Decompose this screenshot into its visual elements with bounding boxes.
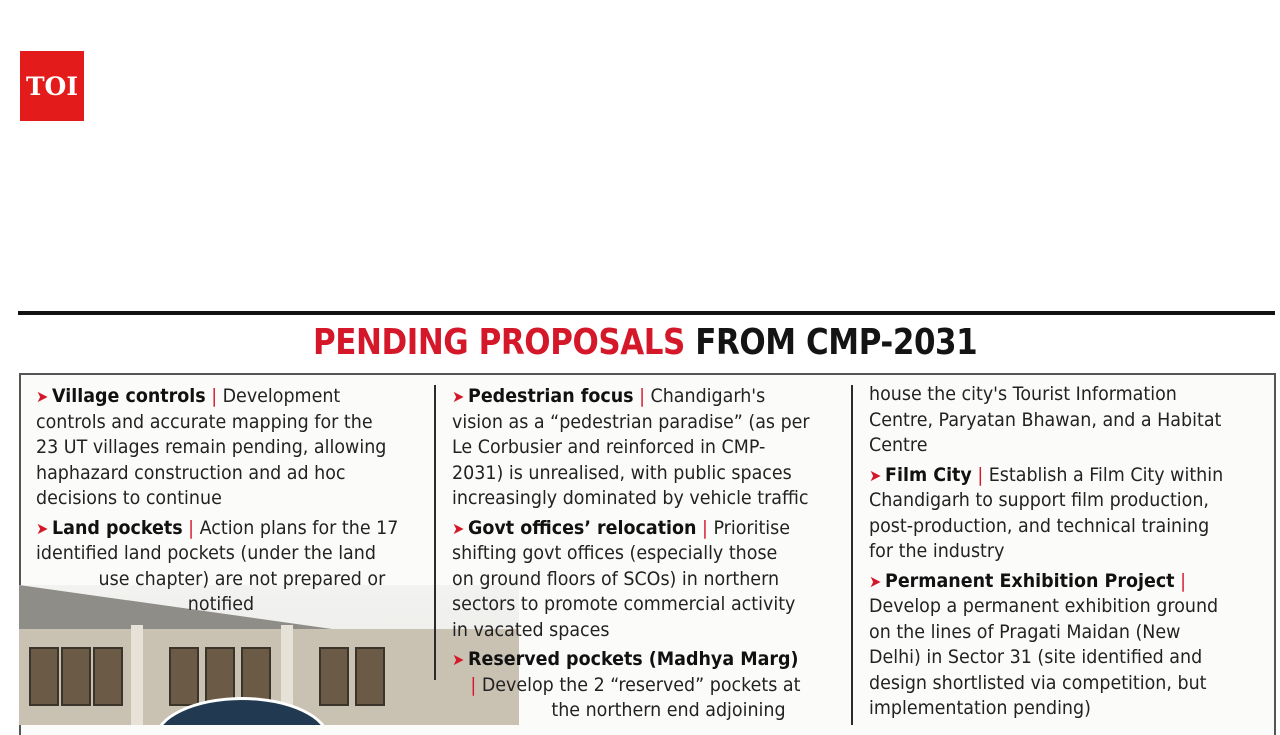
arrow-icon: ➤ [869,571,882,591]
arrow-icon: ➤ [452,518,465,538]
item-text: Delhi) in Sector 31 (site identified and [869,646,1203,668]
item-text: Centre [869,434,928,456]
item-heading: Pedestrian focus [468,385,634,407]
item-text: implementation pending) [869,697,1091,719]
column-2 [452,384,810,724]
arrow-icon: ➤ [452,650,465,669]
item-text: increasingly dominated by vehicle traffic [452,487,809,509]
headline-rule [18,311,1275,315]
arrow-icon: ➤ [869,465,882,485]
divider-bar: | [977,463,984,486]
column-divider-1 [434,385,436,680]
arrow-icon: ➤ [36,387,49,406]
item-text: controls and accurate mapping for the [36,410,373,433]
item-text: identified land pockets (under the land [36,542,376,564]
item-text: on ground floors of SCOs) in northern [452,567,780,590]
item-text: notified [187,593,255,615]
item-heading: Govt offices’ relocation [468,516,697,539]
divider-bar: | [211,385,218,407]
divider-bar: | [470,673,477,696]
item-text: house the city's Tourist Information [869,383,1177,405]
item-text: on the lines of Pragati Maidan (New [869,620,1181,643]
item-text: use chapter) are not prepared or [98,567,386,590]
item-heading: Permanent Exhibition Project [885,569,1175,592]
infographic-headline [90,322,1199,363]
item-heading-line [36,516,398,542]
item-text: Development [222,385,341,407]
column-divider-2 [851,385,853,725]
arrow-icon: ➤ [36,518,49,538]
headline-red-part: PENDING PROPOSALS [313,322,685,363]
item-text: Establish a Film City within [988,463,1224,486]
item-text: the northern end adjoining [551,699,786,721]
item-heading: Land pockets [52,516,183,539]
item-heading-line [452,516,810,542]
item-text: for the industry [869,540,1005,562]
item-heading-line [869,569,1223,595]
item-heading-line [869,463,1223,489]
item-heading-line [36,384,398,410]
item-text: Develop a permanent exhibition ground [869,595,1219,617]
item-text: Action plans for the 17 [199,516,399,539]
item-text: haphazard construction and ad hoc [36,461,346,484]
item-heading-line [452,384,810,410]
item-text: Chandigarh to support film production, [869,489,1209,511]
divider-bar: | [1180,569,1186,592]
item-text: post-production, and technical training [869,514,1210,537]
item-heading-line [452,647,810,673]
item-text: Develop the 2 “reserved” pockets at [481,673,801,696]
item-text: vision as a “pedestrian paradise” (as per [452,410,810,433]
item-text: design shortlisted via competition, but [869,671,1207,694]
logo-text: TOI [25,71,79,101]
item-heading: Village controls [52,385,206,407]
item-text: 23 UT villages remain pending, allowing [36,436,387,458]
item-heading: Reserved pockets (Madhya Marg) [468,648,799,670]
item-text: sectors to promote commercial activity [452,593,796,615]
column-3 [869,382,1223,722]
item-text: Le Corbusier and reinforced in CMP- [452,436,766,458]
divider-bar: | [639,385,645,407]
item-heading: Film City [885,463,972,486]
item-text: decisions to continue [36,487,222,509]
item-text: Chandigarh's [650,385,766,407]
item-text: Prioritise [713,516,791,539]
toi-logo[interactable] [20,51,84,121]
arrow-icon: ➤ [452,387,465,406]
item-text: shifting govt offices (especially those [452,542,778,564]
item-text-line [452,673,810,699]
item-text: in vacated spaces [452,618,610,641]
divider-bar: | [702,516,708,539]
divider-bar: | [188,516,195,539]
item-text: Centre, Paryatan Bhawan, and a Habitat [869,408,1222,431]
headline-black-part: FROM CMP-2031 [695,322,978,363]
column-1 [36,384,398,618]
item-text: 2031) is unrealised, with public spaces [452,461,792,484]
